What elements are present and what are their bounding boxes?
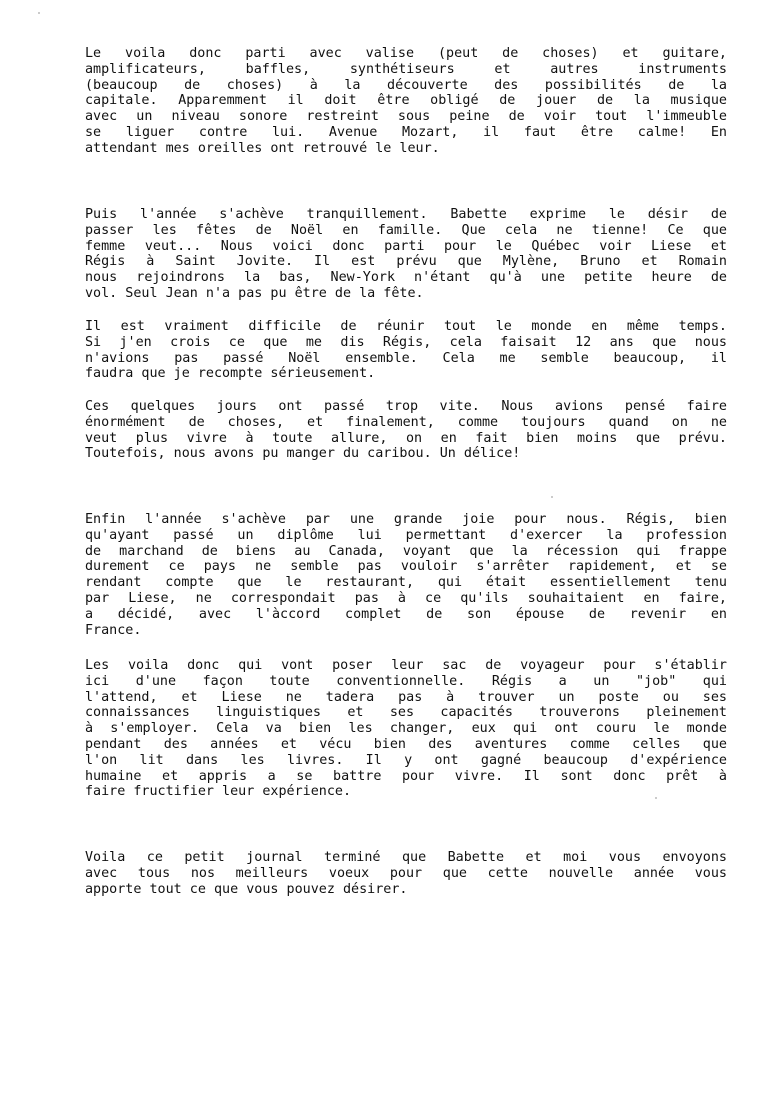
text-line: Les voila donc qui vont poser leur sac de voyageur pour s'établir	[85, 658, 727, 673]
text-line: se liguer contre lui. Avenue Mozart, il faut être calme! En	[85, 124, 727, 140]
paragraph-5	[85, 512, 727, 638]
text-line: Toutefois, nous avons pu manger du caribou. Un délice!	[85, 446, 521, 462]
text-line: capitale. Apparemment il doit être obligé de jouer de la musique	[85, 93, 727, 109]
text-line: l'attend, et Liese ne tadera pas à trouver un poste ou ses	[85, 689, 727, 705]
paragraph-2	[85, 207, 727, 302]
text-line: avec un niveau sonore restreint sous peine de voir tout l'immeuble	[85, 109, 727, 125]
text-line: à s'employer. Cela va bien les changer, eux qui ont couru le monde	[85, 721, 727, 737]
text-line: durement ce pays ne semble pas vouloir s'arrêter rapidement, et se	[85, 559, 727, 575]
paragraph-6	[85, 658, 727, 800]
text-line: rendant compte que le restaurant, qui était essentiellement tenu	[85, 575, 727, 591]
text-line: ici d'une façon toute conventionnelle. Régis a un "job" qui	[85, 673, 727, 689]
text-line: pendant des années et vécu bien des aventures comme celles que	[85, 736, 727, 752]
paragraph-3	[85, 319, 727, 382]
text-line: passer les fêtes de Noël en famille. Que cela ne tienne! Ce que	[85, 222, 727, 238]
text-line: faire fructifier leur expérience.	[85, 784, 352, 800]
text-line: Enfin l'année s'achève par une grande joie pour nous. Régis, bien	[85, 512, 727, 527]
text-line: qu'ayant passé un diplôme lui permettant d'exercer la profession	[85, 527, 727, 543]
scan-speck	[38, 12, 40, 14]
text-line: de marchand de biens au Canada, voyant que la récession qui frappe	[85, 543, 727, 559]
text-line: Le voila donc parti avec valise (peut de choses) et guitare,	[85, 46, 727, 61]
paragraph-4	[85, 399, 727, 462]
text-line: France.	[85, 622, 142, 638]
text-line: vol. Seul Jean n'a pas pu être de la fête.	[85, 285, 424, 301]
text-line: amplificateurs, baffles, synthétiseurs et autres instruments	[85, 61, 727, 77]
text-line: femme veut... Nous voici donc parti pour le Québec voir Liese et	[85, 238, 727, 254]
text-line: énormément de choses, et finalement, comme toujours quand on ne	[85, 414, 727, 430]
text-line: Voila ce petit journal terminé que Babette et moi vous envoyons	[85, 850, 727, 865]
text-line: (beaucoup de choses) à la découverte des possibilités de la	[85, 77, 727, 93]
text-line: avec tous nos meilleurs voeux pour que cette nouvelle année vous	[85, 865, 727, 881]
text-line: faudra que je recompte sérieusement.	[85, 366, 376, 382]
text-line: Il est vraiment difficile de réunir tout le monde en même temps.	[85, 319, 727, 334]
text-line: nous rejoindrons la bas, New-York n'étant qu'à une petite heure de	[85, 270, 727, 286]
text-line: Si j'en crois ce que me dis Régis, cela faisait 12 ans que nous	[85, 334, 727, 350]
text-line: connaissances linguistiques et ses capacités trouverons pleinement	[85, 705, 727, 721]
text-line: par Liese, ne correspondait pas à ce qu'ils souhaitaient en faire,	[85, 590, 727, 606]
text-line: Ces quelques jours ont passé trop vite. Nous avions pensé faire	[85, 399, 727, 414]
text-line: veut plus vivre à toute allure, on en fait bien moins que prévu.	[85, 430, 727, 446]
text-line: a décidé, avec l'àccord complet de son épouse de revenir en	[85, 606, 727, 622]
paragraph-1	[85, 46, 727, 157]
text-line: attendant mes oreilles ont retrouvé le leur.	[85, 140, 440, 156]
text-line: Puis l'année s'achève tranquillement. Babette exprime le désir de	[85, 207, 727, 222]
text-line: n'avions pas passé Noël ensemble. Cela me semble beaucoup, il	[85, 350, 727, 366]
text-line: Régis à Saint Jovite. Il est prévu que Mylène, Bruno et Romain	[85, 254, 727, 270]
paragraph-7	[85, 850, 727, 897]
scan-speck	[551, 496, 553, 498]
text-line: apporte tout ce que vous pouvez désirer.	[85, 881, 408, 897]
text-line: humaine et appris a se battre pour vivre. Il sont donc prêt à	[85, 768, 727, 784]
text-line: l'on lit dans les livres. Il y ont gagné beaucoup d'expérience	[85, 752, 727, 768]
